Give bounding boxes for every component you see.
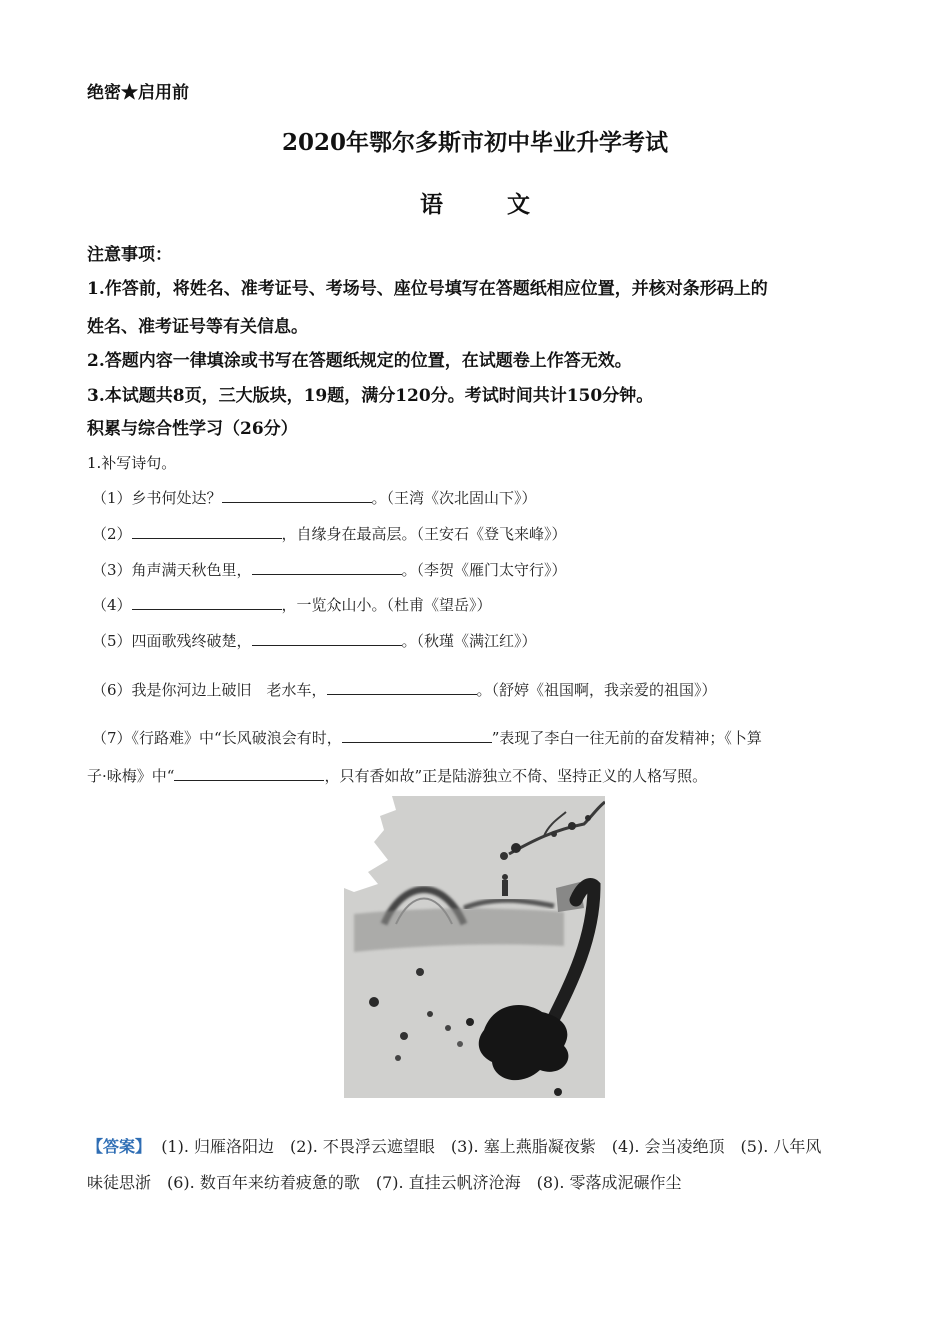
answer-blank	[132, 524, 282, 539]
answer-blank	[132, 595, 282, 610]
answer-tag: 【答案】	[87, 1137, 152, 1156]
answer-line-2: 味徒思浙 (6). 数百年来纺着疲惫的歌 (7). 直挂云帆济沧海 (8). 零落成泥碾作尘	[87, 1173, 682, 1192]
section-title: 积累与综合性学习（26分）	[87, 419, 298, 439]
exam-title: 2020年鄂尔多斯市初中毕业升学考试	[281, 129, 668, 156]
poem-item-1-pre: （1）乡书何处达？	[92, 489, 222, 507]
secret-label: 绝密★启用前	[87, 83, 189, 103]
notice-line-3: 3.本试题共8页，三大版块，19题，满分120分。考试时间共计150分钟。	[87, 386, 654, 406]
poem-item-7a-pre: （7）《行路难》中“长风破浪会有时，	[92, 729, 342, 747]
poem-item-5	[92, 630, 537, 651]
answer-blank	[222, 488, 372, 503]
notice-line-1b: 姓名、准考证号等有关信息。	[87, 317, 308, 337]
poem-item-6-pre: （6）我是你河边上破旧 老水车，	[92, 681, 327, 699]
poem-item-1-post: 。（王湾《次北固山下》）	[371, 489, 537, 507]
poem-item-7b-post: ，只有香如故”正是陆游独立不倚、坚持正义的人格写照。	[324, 767, 708, 785]
notice-line-1a: 1.作答前，将姓名、准考证号、考场号、座位号填写在答题纸相应位置，并核对条形码上的	[87, 279, 768, 299]
answer-text-1: (1). 归雁洛阳边 (2). 不畏浮云遮望眼 (3). 塞上燕脂凝夜紫 (4). 会当凌绝顶 (5). 八年风	[161, 1137, 822, 1156]
question-stem: 1.补写诗句。	[87, 454, 177, 472]
poem-item-2	[92, 523, 567, 544]
poem-item-7a-post: ”表现了李白一往无前的奋发精神；《卜算	[491, 729, 762, 747]
poem-item-2-pre: （2）	[92, 525, 132, 543]
poem-item-3-pre: （3）角声满天秋色里，	[92, 561, 252, 579]
answer-line-1	[87, 1134, 821, 1157]
answer-blank	[252, 560, 402, 575]
notice-heading: 注意事项：	[87, 245, 172, 265]
poem-item-3-post: 。（李贺《雁门太守行》）	[401, 561, 567, 579]
ink-painting-image	[344, 796, 605, 1098]
poem-item-7b	[87, 765, 707, 786]
answer-blank	[174, 766, 324, 781]
notice-line-2: 2.答题内容一律填涂或书写在答题纸规定的位置，在试题卷上作答无效。	[87, 351, 632, 371]
poem-item-5-post: 。（秋瑾《满江红》）	[401, 632, 537, 650]
poem-item-4-post: ，一览众山小。（杜甫《望岳》）	[281, 596, 492, 614]
poem-item-7b-pre: 子·咏梅》中“	[87, 767, 175, 785]
answer-blank	[252, 631, 402, 646]
poem-item-4	[92, 594, 492, 615]
poem-item-1	[92, 487, 537, 508]
poem-item-6	[92, 679, 717, 700]
poem-item-4-pre: （4）	[92, 596, 132, 614]
poem-item-2-post: ，自缘身在最高层。（王安石《登飞来峰》）	[281, 525, 567, 543]
subject-title: 语 文	[419, 191, 558, 218]
answer-blank	[342, 728, 492, 743]
poem-item-3	[92, 559, 567, 580]
answer-blank	[327, 680, 477, 695]
poem-item-7a	[92, 727, 762, 748]
poem-item-6-post: 。（舒婷《祖国啊，我亲爱的祖国》）	[476, 681, 717, 699]
poem-item-5-pre: （5）四面歌残终破楚，	[92, 632, 252, 650]
